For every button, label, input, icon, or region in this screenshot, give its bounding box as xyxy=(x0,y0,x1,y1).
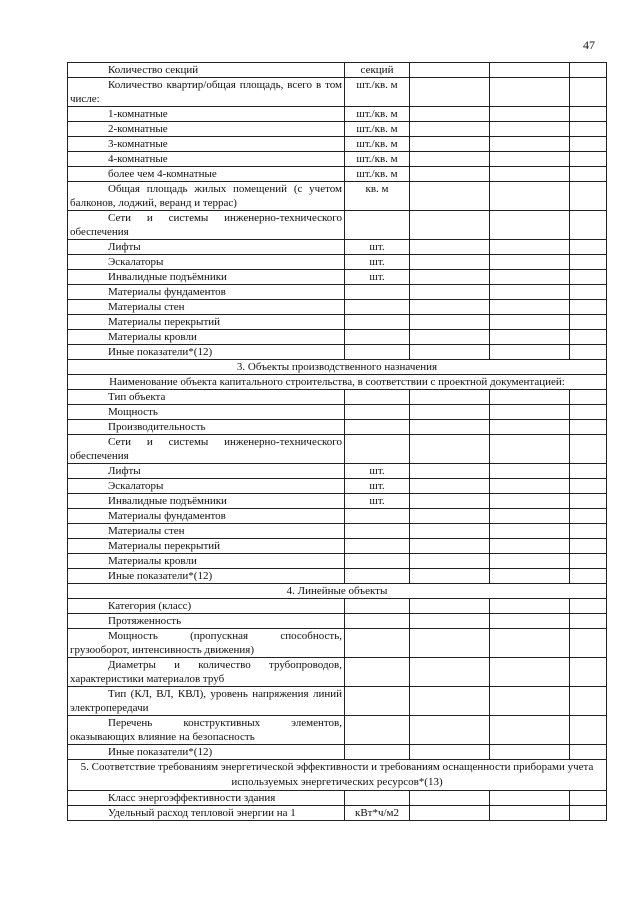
row-unit xyxy=(345,658,410,687)
row-unit xyxy=(345,300,410,315)
value-cell[interactable] xyxy=(490,107,570,122)
table-row xyxy=(68,330,607,345)
table-row xyxy=(68,405,607,420)
table-row xyxy=(68,464,607,479)
value-cell[interactable] xyxy=(410,270,490,285)
row-unit: шт./кв. м xyxy=(345,152,410,167)
value-cell[interactable] xyxy=(490,687,570,716)
value-cell[interactable] xyxy=(410,405,490,420)
row-unit xyxy=(345,569,410,584)
value-cell[interactable] xyxy=(410,806,490,821)
value-cell[interactable] xyxy=(410,658,490,687)
value-cell[interactable] xyxy=(570,494,607,509)
row-unit: шт./кв. м xyxy=(345,137,410,152)
table-row xyxy=(68,345,607,360)
table-row xyxy=(68,614,607,629)
value-cell[interactable] xyxy=(490,78,570,107)
table-row xyxy=(68,435,607,464)
table-row xyxy=(68,137,607,152)
table-row xyxy=(68,107,607,122)
value-cell[interactable] xyxy=(410,509,490,524)
row-label: Инвалидные подъёмники xyxy=(108,495,227,507)
value-cell[interactable] xyxy=(490,539,570,554)
row-label-cell xyxy=(68,152,345,167)
section-title: 5. Соответствие требованиям энергетической эффективности и требованиям оснащенности приборами учета используемых энергетических ресурсов*(13) xyxy=(68,760,607,791)
value-cell[interactable] xyxy=(410,554,490,569)
section-title: 3. Объекты производственного назначения xyxy=(68,360,607,375)
row-unit: шт. xyxy=(345,479,410,494)
row-label: Иные показатели*(12) xyxy=(108,570,213,582)
value-cell[interactable] xyxy=(570,315,607,330)
row-label: Материалы перекрытий xyxy=(108,316,221,328)
value-cell[interactable] xyxy=(490,152,570,167)
row-label: 3-комнатные xyxy=(108,138,168,150)
row-unit xyxy=(345,614,410,629)
value-cell[interactable] xyxy=(570,122,607,137)
table-row xyxy=(68,63,607,78)
value-cell[interactable] xyxy=(570,716,607,745)
table-row xyxy=(68,479,607,494)
row-unit xyxy=(345,211,410,240)
object-name-label: Наименование объекта капитального строительства, в соответствии с проектной документацией: xyxy=(68,375,607,390)
row-label: более чем 4-комнатные xyxy=(108,168,217,180)
row-label: Материалы фундаментов xyxy=(108,510,226,522)
section-title: 4. Линейные объекты xyxy=(68,584,607,599)
row-label-cell xyxy=(68,687,345,716)
value-cell[interactable] xyxy=(490,464,570,479)
row-label-cell xyxy=(68,716,345,745)
row-label: Перечень конструктивных элементов, оказывающих влияние на безопасность xyxy=(70,717,342,743)
value-cell[interactable] xyxy=(570,420,607,435)
value-cell[interactable] xyxy=(410,614,490,629)
value-cell[interactable] xyxy=(570,152,607,167)
row-unit: кв. м xyxy=(345,182,410,211)
value-cell[interactable] xyxy=(410,122,490,137)
value-cell[interactable] xyxy=(570,78,607,107)
row-label-cell xyxy=(68,63,345,78)
row-label-cell xyxy=(68,435,345,464)
value-cell[interactable] xyxy=(570,182,607,211)
value-cell[interactable] xyxy=(490,390,570,405)
value-cell[interactable] xyxy=(490,270,570,285)
value-cell[interactable] xyxy=(410,435,490,464)
row-unit xyxy=(345,599,410,614)
row-label: Лифты xyxy=(108,465,141,477)
table-row xyxy=(68,494,607,509)
row-label-cell xyxy=(68,464,345,479)
value-cell[interactable] xyxy=(490,285,570,300)
row-label-cell xyxy=(68,182,345,211)
value-cell[interactable] xyxy=(410,464,490,479)
row-label-cell xyxy=(68,629,345,658)
row-label: 1-комнатные xyxy=(108,108,168,120)
value-cell[interactable] xyxy=(410,569,490,584)
characteristics-table xyxy=(67,62,607,821)
row-label-cell xyxy=(68,569,345,584)
row-unit xyxy=(345,435,410,464)
value-cell[interactable] xyxy=(410,420,490,435)
value-cell[interactable] xyxy=(490,806,570,821)
row-unit xyxy=(345,524,410,539)
value-cell[interactable] xyxy=(410,300,490,315)
row-unit: шт./кв. м xyxy=(345,167,410,182)
value-cell[interactable] xyxy=(570,240,607,255)
row-label-cell xyxy=(68,300,345,315)
value-cell[interactable] xyxy=(490,240,570,255)
row-label: Категория (класс) xyxy=(108,600,192,612)
value-cell[interactable] xyxy=(570,211,607,240)
value-cell[interactable] xyxy=(490,745,570,760)
value-cell[interactable] xyxy=(490,300,570,315)
value-cell[interactable] xyxy=(570,435,607,464)
row-unit: секций xyxy=(345,63,410,78)
table-row xyxy=(68,599,607,614)
row-unit xyxy=(345,687,410,716)
row-unit xyxy=(345,390,410,405)
value-cell[interactable] xyxy=(490,137,570,152)
row-label: Общая площадь жилых помещений (с учетом балконов, лоджий, веранд и террас) xyxy=(70,183,342,209)
value-cell[interactable] xyxy=(490,554,570,569)
table-row xyxy=(68,300,607,315)
value-cell[interactable] xyxy=(490,509,570,524)
value-cell[interactable] xyxy=(410,240,490,255)
row-unit xyxy=(345,285,410,300)
table-row xyxy=(68,167,607,182)
value-cell[interactable] xyxy=(490,167,570,182)
value-cell[interactable] xyxy=(410,524,490,539)
row-unit xyxy=(345,405,410,420)
row-label-cell xyxy=(68,658,345,687)
row-label-cell xyxy=(68,554,345,569)
row-label: Материалы перекрытий xyxy=(108,540,221,552)
row-label-cell xyxy=(68,745,345,760)
row-unit: шт./кв. м xyxy=(345,122,410,137)
value-cell[interactable] xyxy=(490,345,570,360)
value-cell[interactable] xyxy=(490,315,570,330)
table-row xyxy=(68,687,607,716)
row-unit: шт. xyxy=(345,494,410,509)
table-row xyxy=(68,420,607,435)
value-cell[interactable] xyxy=(410,255,490,270)
row-label-cell xyxy=(68,479,345,494)
row-unit: шт./кв. м xyxy=(345,78,410,107)
table-row xyxy=(68,806,607,821)
value-cell[interactable] xyxy=(490,255,570,270)
value-cell[interactable] xyxy=(410,716,490,745)
value-cell[interactable] xyxy=(490,211,570,240)
value-cell[interactable] xyxy=(490,494,570,509)
row-label: Количество секций xyxy=(108,64,199,76)
row-unit: шт. xyxy=(345,464,410,479)
row-label-cell xyxy=(68,599,345,614)
value-cell[interactable] xyxy=(410,687,490,716)
row-label-cell xyxy=(68,211,345,240)
value-cell[interactable] xyxy=(490,629,570,658)
row-label: Лифты xyxy=(108,241,141,253)
table-row xyxy=(68,791,607,806)
row-label: Материалы фундаментов xyxy=(108,286,226,298)
value-cell[interactable] xyxy=(490,791,570,806)
value-cell[interactable] xyxy=(570,658,607,687)
value-cell[interactable] xyxy=(570,509,607,524)
row-label: Количество квартир/общая площадь, всего в том числе: xyxy=(70,79,342,105)
row-label-cell xyxy=(68,806,345,821)
table-row xyxy=(68,240,607,255)
value-cell[interactable] xyxy=(570,390,607,405)
row-label-cell xyxy=(68,539,345,554)
value-cell[interactable] xyxy=(410,539,490,554)
row-label: Удельный расход тепловой энергии на 1 xyxy=(108,807,296,819)
value-cell[interactable] xyxy=(410,285,490,300)
row-label: Диаметры и количество трубопроводов, характеристики материалов труб xyxy=(70,659,342,685)
row-label: 4-комнатные xyxy=(108,153,168,165)
value-cell[interactable] xyxy=(570,745,607,760)
row-unit xyxy=(345,330,410,345)
row-unit xyxy=(345,509,410,524)
row-label-cell xyxy=(68,791,345,806)
row-label-cell xyxy=(68,285,345,300)
value-cell[interactable] xyxy=(570,569,607,584)
row-label: Материалы кровли xyxy=(108,331,197,343)
table-row xyxy=(68,211,607,240)
row-label: Сети и системы инженерно-технического обеспечения xyxy=(70,436,342,462)
value-cell[interactable] xyxy=(490,330,570,345)
value-cell[interactable] xyxy=(490,614,570,629)
table-row xyxy=(68,152,607,167)
section-row xyxy=(68,360,607,375)
row-label-cell xyxy=(68,390,345,405)
value-cell[interactable] xyxy=(410,390,490,405)
value-cell[interactable] xyxy=(570,285,607,300)
row-label-cell xyxy=(68,524,345,539)
value-cell[interactable] xyxy=(570,599,607,614)
table-row xyxy=(68,182,607,211)
table-row xyxy=(68,569,607,584)
value-cell[interactable] xyxy=(570,554,607,569)
value-cell[interactable] xyxy=(410,211,490,240)
row-label-cell xyxy=(68,122,345,137)
object-name-row xyxy=(68,375,607,390)
table-row xyxy=(68,390,607,405)
row-label-cell xyxy=(68,405,345,420)
value-cell[interactable] xyxy=(490,122,570,137)
table-row xyxy=(68,255,607,270)
row-label: Материалы стен xyxy=(108,301,185,313)
row-label: 2-комнатные xyxy=(108,123,168,135)
row-unit: шт. xyxy=(345,240,410,255)
row-label-cell xyxy=(68,420,345,435)
row-label: Производительность xyxy=(108,421,206,433)
table-row xyxy=(68,78,607,107)
value-cell[interactable] xyxy=(570,255,607,270)
row-label-cell xyxy=(68,167,345,182)
value-cell[interactable] xyxy=(570,345,607,360)
value-cell[interactable] xyxy=(410,182,490,211)
row-label-cell xyxy=(68,345,345,360)
value-cell[interactable] xyxy=(410,63,490,78)
row-label: Протяженность xyxy=(108,615,182,627)
row-label-cell xyxy=(68,330,345,345)
value-cell[interactable] xyxy=(410,629,490,658)
row-label: Иные показатели*(12) xyxy=(108,346,213,358)
row-unit xyxy=(345,791,410,806)
row-label-cell xyxy=(68,78,345,107)
row-unit xyxy=(345,315,410,330)
row-label: Эскалаторы xyxy=(108,480,164,492)
table-row xyxy=(68,270,607,285)
row-label: Иные показатели*(12) xyxy=(108,746,213,758)
value-cell[interactable] xyxy=(490,599,570,614)
row-label: Мощность xyxy=(108,406,158,418)
value-cell[interactable] xyxy=(490,405,570,420)
value-cell[interactable] xyxy=(410,791,490,806)
table-row xyxy=(68,285,607,300)
row-label: Инвалидные подъёмники xyxy=(108,271,227,283)
value-cell[interactable] xyxy=(570,405,607,420)
row-unit xyxy=(345,745,410,760)
value-cell[interactable] xyxy=(410,330,490,345)
value-cell[interactable] xyxy=(490,63,570,78)
row-label: Мощность (пропускная способность, грузооборот, интенсивность движения) xyxy=(70,630,342,656)
value-cell[interactable] xyxy=(490,479,570,494)
row-unit: шт. xyxy=(345,270,410,285)
value-cell[interactable] xyxy=(410,345,490,360)
row-label-cell xyxy=(68,270,345,285)
row-unit xyxy=(345,716,410,745)
row-unit xyxy=(345,629,410,658)
value-cell[interactable] xyxy=(570,330,607,345)
value-cell[interactable] xyxy=(570,270,607,285)
row-unit xyxy=(345,554,410,569)
value-cell[interactable] xyxy=(410,745,490,760)
value-cell[interactable] xyxy=(570,479,607,494)
value-cell[interactable] xyxy=(410,107,490,122)
value-cell[interactable] xyxy=(490,569,570,584)
row-label: Эскалаторы xyxy=(108,256,164,268)
table-row xyxy=(68,629,607,658)
row-label-cell xyxy=(68,315,345,330)
value-cell[interactable] xyxy=(570,300,607,315)
table-row xyxy=(68,716,607,745)
value-cell[interactable] xyxy=(410,167,490,182)
value-cell[interactable] xyxy=(570,137,607,152)
value-cell[interactable] xyxy=(410,152,490,167)
value-cell[interactable] xyxy=(490,182,570,211)
row-unit: кВт*ч/м2 xyxy=(345,806,410,821)
row-unit: шт. xyxy=(345,255,410,270)
row-label-cell xyxy=(68,494,345,509)
table-row xyxy=(68,554,607,569)
row-label-cell xyxy=(68,255,345,270)
value-cell[interactable] xyxy=(570,687,607,716)
table-row xyxy=(68,509,607,524)
table-row xyxy=(68,315,607,330)
row-label: Тип объекта xyxy=(108,391,166,403)
value-cell[interactable] xyxy=(570,167,607,182)
value-cell[interactable] xyxy=(410,137,490,152)
value-cell[interactable] xyxy=(570,63,607,78)
page-number: 47 xyxy=(583,38,595,52)
value-cell[interactable] xyxy=(410,494,490,509)
section-row xyxy=(68,760,607,791)
row-unit: шт./кв. м xyxy=(345,107,410,122)
table-row xyxy=(68,745,607,760)
row-unit xyxy=(345,420,410,435)
value-cell[interactable] xyxy=(570,524,607,539)
table-body xyxy=(68,63,607,821)
table-row xyxy=(68,658,607,687)
table-row xyxy=(68,122,607,137)
value-cell[interactable] xyxy=(490,658,570,687)
value-cell[interactable] xyxy=(410,599,490,614)
row-unit xyxy=(345,539,410,554)
row-label-cell xyxy=(68,614,345,629)
row-label: Материалы стен xyxy=(108,525,185,537)
value-cell[interactable] xyxy=(570,464,607,479)
row-label-cell xyxy=(68,137,345,152)
value-cell[interactable] xyxy=(410,78,490,107)
value-cell[interactable] xyxy=(570,107,607,122)
value-cell[interactable] xyxy=(410,479,490,494)
table-row xyxy=(68,524,607,539)
value-cell[interactable] xyxy=(490,420,570,435)
value-cell[interactable] xyxy=(570,806,607,821)
row-label-cell xyxy=(68,240,345,255)
row-unit xyxy=(345,345,410,360)
value-cell[interactable] xyxy=(570,614,607,629)
value-cell[interactable] xyxy=(570,629,607,658)
row-label-cell xyxy=(68,107,345,122)
value-cell[interactable] xyxy=(570,539,607,554)
value-cell[interactable] xyxy=(410,315,490,330)
row-label: Сети и системы инженерно-технического обеспечения xyxy=(70,212,342,238)
value-cell[interactable] xyxy=(490,435,570,464)
row-label: Материалы кровли xyxy=(108,555,197,567)
table-row xyxy=(68,539,607,554)
value-cell[interactable] xyxy=(490,524,570,539)
section-row xyxy=(68,584,607,599)
value-cell[interactable] xyxy=(570,791,607,806)
value-cell[interactable] xyxy=(490,716,570,745)
row-label: Тип (КЛ, ВЛ, КВЛ), уровень напряжения линий электропередачи xyxy=(70,688,342,714)
row-label: Класс энергоэффективности здания xyxy=(108,792,276,804)
row-label-cell xyxy=(68,509,345,524)
